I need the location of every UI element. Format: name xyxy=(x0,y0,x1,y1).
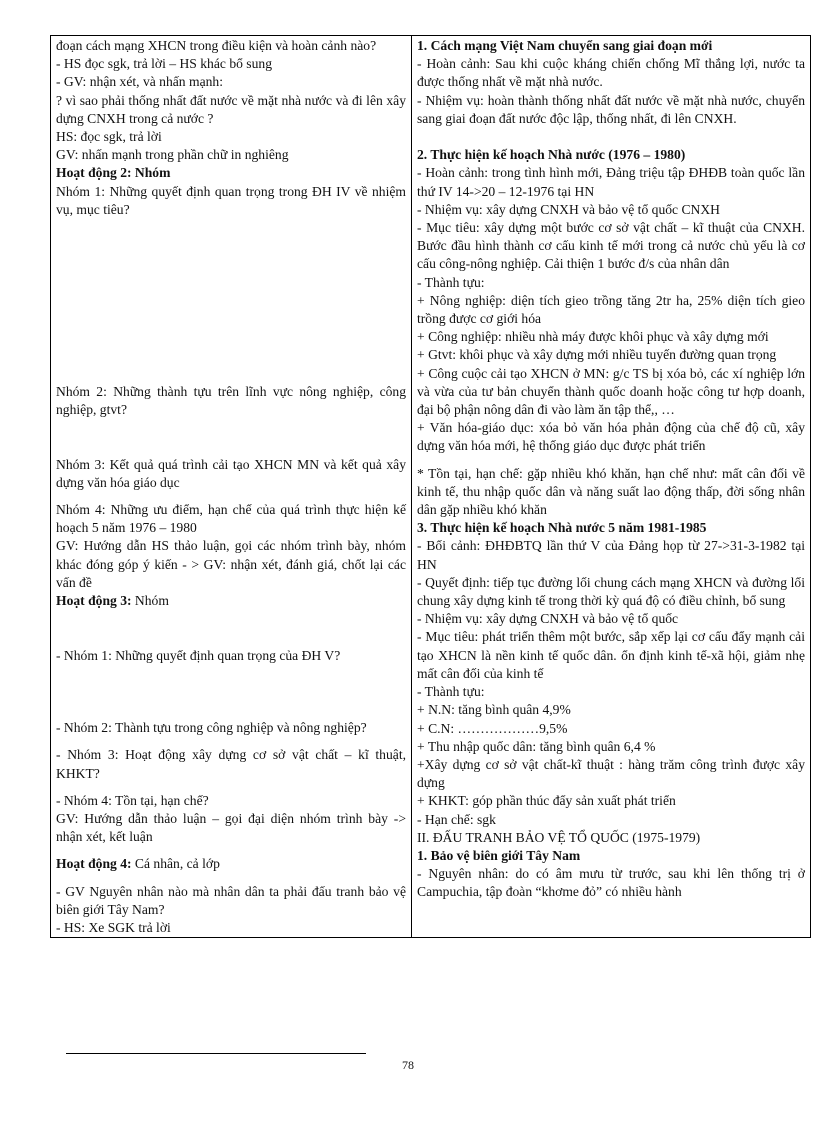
spacer xyxy=(56,292,406,310)
section-heading: II. ĐẤU TRANH BẢO VỆ TỔ QUỐC (1975-1979) xyxy=(417,829,701,845)
activity-heading-label: Hoạt động 3: xyxy=(56,592,132,608)
question-text: đoạn cách mạng XHCN trong điều kiện và hoàn cảnh nào? xyxy=(56,38,377,53)
teacher-instruction: GV: Hướng dẫn HS thảo luận, gọi các nhóm trình bày, nhóm khác đóng góp ý kiến - > GV: nhận xét, đánh giá, chốt lại các vấn đề xyxy=(56,538,406,590)
content-line: - Mục tiêu: phát triển thêm một bước, sắp xếp lại cơ cấu đẩy mạnh cải tạo XHCN là nền kinh tế quốc dân. ổn định kinh tế-xã hội, giảm nhẹ mất cân đối của kinh tế xyxy=(417,629,805,681)
content-line: - Thành tựu: xyxy=(417,684,485,700)
section-heading: 2. Thực hiện kế hoạch Nhà nước (1976 – 1980) xyxy=(417,147,686,163)
spacer xyxy=(56,701,406,719)
content-line: + Công cuộc cải tạo XHCN ở MN: g/c TS bị xóa bỏ, các xí nghiệp lớn và vừa của tư bản chuyển thành quốc doanh hoặc công tư hợp doanh, đại bộ phận nông dân đi vào làm ăn tập thể,, … xyxy=(417,365,805,418)
spacer xyxy=(56,274,406,292)
teacher-instruction: GV: Hướng dẫn thảo luận – gọi đại diện nhóm trình bày -> nhận xét, kết luận xyxy=(56,811,406,845)
content-line: + Văn hóa-giáo dục: xóa bỏ văn hóa phản động của chế độ cũ, xây dựng văn hóa mới, hệ thống giáo dục được phát triển xyxy=(417,420,805,454)
content-line: - Bối cảnh: ĐHĐBTQ lần thứ V của Đảng họp từ 27->31-3-1982 tại HN xyxy=(417,538,805,572)
group-task: - Nhóm 3: Hoạt động xây dựng cơ sở vật chất – kĩ thuật, KHKT? xyxy=(56,747,406,781)
spacer xyxy=(56,365,406,383)
activity-mode: Cá nhân, cả lớp xyxy=(131,856,220,872)
activity-line: - HS đọc sgk, trả lời – HS khác bổ sung xyxy=(56,56,272,72)
content-line: + N.N: tăng bình quân 4,9% xyxy=(417,702,571,718)
spacer xyxy=(56,437,406,455)
activity-line: HS: đọc sgk, trả lời xyxy=(56,129,162,145)
spacer xyxy=(56,628,406,646)
activity-heading xyxy=(56,855,406,873)
content-line: + Công nghiệp: nhiều nhà máy được khôi phục và xây dựng mới xyxy=(417,329,769,345)
content-line: + C.N: ………………9,5% xyxy=(417,720,568,736)
lesson-content-column xyxy=(412,36,811,938)
content-line: + KHKT: góp phần thúc đẩy sản xuất phát triển xyxy=(417,793,676,809)
spacer xyxy=(56,783,406,792)
group-task: Nhóm 4: Những ưu điểm, hạn chế của quá trình thực hiện kế hoạch 5 năm 1976 – 1980 xyxy=(56,501,406,536)
content-line: - Hạn chế: sgk xyxy=(417,811,496,827)
spacer xyxy=(56,492,406,501)
spacer xyxy=(56,683,406,701)
content-line: - Nhiệm vụ: xây dựng CNXH và bảo vệ tổ quốc CNXH xyxy=(417,201,720,217)
content-line: - Mục tiêu: xây dựng một bước cơ sở vật chất – kĩ thuật của CNXH. Bước đầu hình thành cơ cấu kinh tế mới trong cả nước chủ yếu là cơ cấu công-nông nghiệp. Cải thiện 1 bước đ/s của nhân dân xyxy=(417,220,805,272)
spacer xyxy=(56,219,406,237)
content-line: - Nhiệm vụ: hoàn thành thống nhất đất nước về mặt nhà nước, chuyển sang giai đoạn đất nước độc lập, thống nhất, đi lên CNXH. xyxy=(417,92,805,126)
content-line: - Nguyên nhân: do có âm mưu từ trước, sau khi lên thống trị ở Campuchia, tập đoàn “khơme đỏ” có nhiều hành xyxy=(417,866,805,900)
group-task: - Nhóm 2: Thành tựu trong công nghiệp và nông nghiệp? xyxy=(56,720,367,736)
activity-line: - GV: nhận xét, và nhấn mạnh: xyxy=(56,74,223,90)
page-number: 78 xyxy=(402,1058,414,1072)
content-line: - Nhiệm vụ: xây dựng CNXH và bảo vệ tổ quốc xyxy=(417,611,679,627)
question-text: ? vì sao phải thống nhất đất nước về mặt nhà nước và đi lên xây dựng CNXH trong cả nước ? xyxy=(56,92,406,126)
teacher-student-activities-column xyxy=(51,36,412,938)
spacer xyxy=(56,237,406,255)
content-line: - Hoàn cảnh: Sau khi cuộc kháng chiến chống Mĩ thắng lợi, nước ta được thống nhất về mặt nhà nước. xyxy=(417,56,805,90)
content-line: - Thành tựu: xyxy=(417,274,485,290)
spacer xyxy=(56,328,406,346)
group-task: - Nhóm 4: Tồn tại, hạn chế? xyxy=(56,792,209,808)
content-line: - Hoàn cảnh: trong tình hình mới, Đảng triệu tập ĐHĐB toàn quốc lần thứ IV 14->20 – 12-1976 tại HN xyxy=(417,165,805,199)
spacer xyxy=(56,846,406,855)
spacer xyxy=(417,456,805,465)
content-line: * Tồn tại, hạn chế: gặp nhiều khó khăn, hạn chế như: mất cân đối về kinh tế, thu nhập quốc dân và năng suất lao động thấp, đời sống nhân dân gặp nhiều khó khăn xyxy=(417,465,805,518)
spacer xyxy=(56,874,406,883)
activity-line: GV: nhấn mạnh trong phần chữ in nghiêng xyxy=(56,147,289,163)
spacer xyxy=(56,255,406,273)
group-task: - Nhóm 1: Những quyết định quan trọng của ĐH V? xyxy=(56,647,341,663)
question-text: - GV Nguyên nhân nào mà nhân dân ta phải đấu tranh bảo vệ biên giới Tây Nam? xyxy=(56,883,406,917)
activity-heading: Hoạt động 2: Nhóm xyxy=(56,165,171,181)
activity-heading-label: Hoạt động 4: xyxy=(56,856,132,872)
spacer xyxy=(56,665,406,683)
activity-line: - HS: Xe SGK trả lời xyxy=(56,920,171,936)
group-task: Nhóm 3: Kết quả quá trình cải tạo XHCN MN và kết quả xây dựng văn hóa giáo dục xyxy=(56,456,406,490)
content-line: + Nông nghiệp: diện tích gieo trồng tăng 2tr ha, 25% diện tích gieo trồng được cơ giới hóa xyxy=(417,292,805,327)
group-task: Nhóm 2: Những thành tựu trên lĩnh vực nông nghiệp, công nghiệp, gtvt? xyxy=(56,383,406,417)
group-task: Nhóm 1: Những quyết định quan trọng trong ĐH IV về nhiệm vụ, mục tiêu? xyxy=(56,183,406,217)
footer-rule xyxy=(66,1053,366,1054)
activity-heading xyxy=(56,592,406,610)
content-line: - Quyết định: tiếp tục đường lối chung cách mạng XHCN và đường lối chung xây dựng kinh tế trong thời kỳ quá độ có điều chỉnh, bổ sung xyxy=(417,574,805,609)
spacer xyxy=(56,310,406,328)
table-row xyxy=(51,36,811,938)
section-heading: 1. Bảo vệ biên giới Tây Nam xyxy=(417,847,581,863)
spacer xyxy=(56,737,406,746)
spacer xyxy=(417,128,805,146)
spacer xyxy=(56,419,406,437)
section-heading: 3. Thực hiện kế hoạch Nhà nước 5 năm 1981-1985 xyxy=(417,520,707,536)
lesson-table xyxy=(50,35,811,938)
activity-mode: Nhóm xyxy=(131,592,169,608)
spacer xyxy=(56,346,406,364)
content-line: + Gtvt: khôi phục và xây dựng mới nhiều tuyến đường quan trọng xyxy=(417,347,777,363)
spacer xyxy=(56,610,406,628)
content-line: +Xây dựng cơ sở vật chất-kĩ thuật : hàng trăm công trình được xây dựng xyxy=(417,756,805,791)
section-heading: 1. Cách mạng Việt Nam chuyển sang giai đoạn mới xyxy=(417,38,713,53)
content-line: + Thu nhập quốc dân: tăng bình quân 6,4 % xyxy=(417,738,656,754)
